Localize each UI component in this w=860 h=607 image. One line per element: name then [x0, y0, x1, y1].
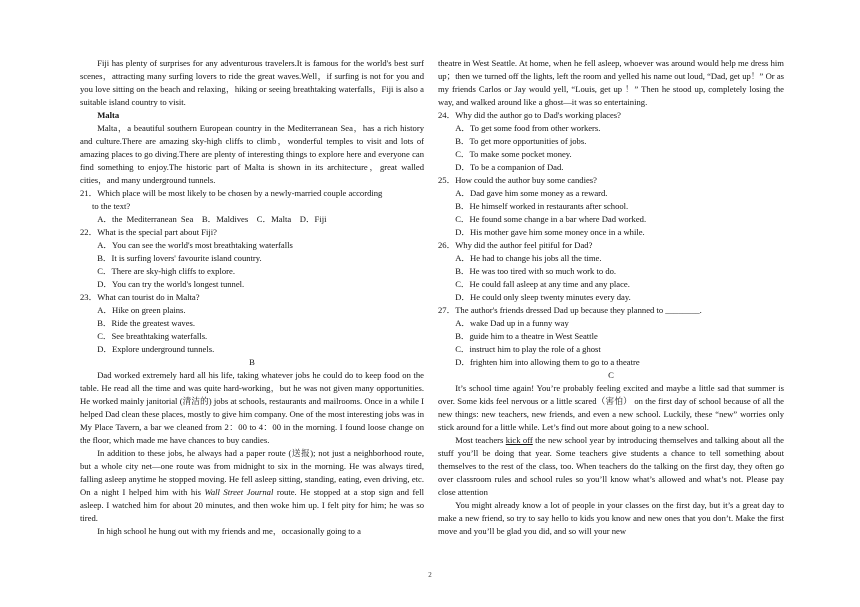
section-b-heading: B: [249, 357, 255, 367]
question-24-option-d: D．To be a companion of Dad.: [455, 162, 564, 172]
question-25-option-b: B．He himself worked in restaurants after school.: [455, 201, 629, 211]
section-c-heading: C: [608, 370, 614, 380]
passage-b-paragraph-2: [80, 447, 424, 525]
question-26-option-a: A．He had to change his jobs all the time.: [455, 253, 602, 263]
question-27: 27．The author's friends dressed Dad up because they planned to ________.: [438, 305, 702, 315]
malta-heading: Malta: [97, 110, 120, 120]
passage-b-paragraph-1: Dad worked extremely hard all his life, taking whatever jobs he could do to keep food on the table. He read all the time and was quite hard-working，but he was not given many opportunities. He worked mainly janitorial (清洁的) jobs at schools, restaurants and mailrooms. Once in a while I helped Dad clean these places, mostly to give him company. One of the most interesting jobs was in My Place Tavern, a bar we cleaned from 2：00 to 4：00 in the morning. I found loose change on the floor, which made me have chances to buy candies.: [80, 370, 424, 445]
question-26-option-b: B．He was too tired with so much work to do.: [455, 266, 617, 276]
passage-c-paragraph-2: [438, 434, 784, 499]
passage-b-paragraph-2-start: In addition to these jobs, he always had a paper route (送报); not just a neighborhood route, but a whole city net—one route was from midnight to six in the morning. He was always tired, falling asleep anytime he stopped moving. He fell asleep sitting, standing, eating, even driving, etc. On a night I helped him with his: [80, 448, 424, 497]
question-22-option-b: B．It is surfing lovers' favourite island country.: [97, 253, 262, 263]
question-22: 22．What is the special part about Fiji?: [80, 227, 217, 237]
newspaper-title: Wall Street Journal: [204, 487, 274, 497]
malta-paragraph: Malta，a beautiful southern European country in the Mediterranean Sea，has a rich history and culture.There are amazing sky-high cliffs to climb，wonderful temples to visit and lots of amazing places to go diving.There are plenty of interesting things to explore here and everyone can find something to enjoy.The historic part of Malta is shown in its architecture，great walled cities，and many underground tunnels.: [80, 123, 424, 185]
question-24-option-b: B．To get more opportunities of jobs.: [455, 136, 587, 146]
passage-c-paragraph-1: It’s school time again! You’re probably feeling excited and maybe a little sad that summer is over. Some kids feel nervous or a little scared（害怕） on the first day of school because of all the new things: new teachers, new friends, and even a new school. Luckily, these “new” worries only stick around for a little while. Let’s find out more about going to a new school.: [438, 383, 784, 432]
question-23-option-d: D．Explore underground tunnels.: [97, 344, 215, 354]
question-22-option-c: C．There are sky-high cliffs to explore.: [97, 266, 235, 276]
left-column: [80, 57, 424, 538]
question-27-option-b: B．guide him to a theatre in West Seattle: [455, 331, 598, 341]
question-25-option-c: C．He found some change in a bar where Dad worked.: [455, 214, 647, 224]
question-21-options: A．the Mediterranean Sea B．Maldives C．Malta D．Fiji: [97, 214, 327, 224]
question-26: 26．Why did the author feel pitiful for Dad?: [438, 240, 593, 250]
fiji-paragraph: Fiji has plenty of surprises for any adventurous travelers.It is famous for the world's best surf scenes，attracting many surfing lovers to ride the great waves.Well，if surfing is not for you and you love sitting on the beach and relaxing，hiking or seeing breathtaking waterfalls，Fiji is also a suitable island country to visit.: [80, 58, 424, 107]
question-25: 25．How could the author buy some candies?: [438, 175, 597, 185]
question-22-option-a: A．You can see the world's most breathtaking waterfalls: [97, 240, 293, 250]
question-21-continuation: to the text?: [92, 201, 131, 211]
passage-c-paragraph-2-end: the new school year by introducing themselves and talking about all the stuff you’ll be doing that year. Some teachers give students a chance to tell something about themselves to the rest of the class, too. When teachers do the talking on the first day, they often go over classroom rules and school rules so you’ll know what’s allowed and what’s not. Please pay close attention: [438, 435, 784, 497]
question-23-option-a: A．Hike on green plains.: [97, 305, 186, 315]
question-27-option-a: A．wake Dad up in a funny way: [455, 318, 569, 328]
question-25-option-a: A．Dad gave him some money as a reward.: [455, 188, 608, 198]
question-24-option-c: C．To make some pocket money.: [455, 149, 572, 159]
question-21: 21．Which place will be most likely to be chosen by a newly-married couple according: [80, 188, 383, 198]
passage-b-paragraph-3: In high school he hung out with my friends and me，occasionally going to a: [97, 526, 361, 536]
passage-b-paragraph-2-end: route. He stopped at a stop sign and fell asleep. I watched him for about 20 minutes, and then woke him up. I felt pity for him; he was so tired.: [80, 487, 424, 523]
question-27-option-d: D．frighten him into allowing them to go to a theatre: [455, 357, 640, 367]
passage-b-paragraph-3-continuation: theatre in West Seattle. At home, when he fell asleep, whoever was around would help me dress him up；then we turned off the lights, left the room and yelled his name out loud, “Dad, get up！” Or as my friends Carlos or Jay would yell, “Louis, get up ！” Then he stood up, completely losing the way, and walked around like a ghost—it was so entertaining.: [438, 58, 784, 107]
underlined-phrase: kick off: [505, 435, 533, 445]
question-26-option-c: C．He could fall asleep at any time and any place.: [455, 279, 630, 289]
question-24: 24．Why did the author go to Dad's working places?: [438, 110, 621, 120]
passage-c-paragraph-3: You might already know a lot of people in your classes on the first day, but it’s a great day to make a new friend, so try to say hello to kids you know and new ones that you don’t. Make the first move and you’ll be glad you did, and so will your new: [438, 500, 784, 536]
question-23-option-c: C．See breathtaking waterfalls.: [97, 331, 208, 341]
page-number: 2: [428, 571, 432, 579]
question-23: 23．What can tourist do in Malta?: [80, 292, 200, 302]
question-23-option-b: B．Ride the greatest waves.: [97, 318, 196, 328]
question-22-option-d: D．You can try the world's longest tunnel.: [97, 279, 245, 289]
question-27-option-c: C．instruct him to play the role of a ghost: [455, 344, 601, 354]
question-25-option-d: D．His mother gave him some money once in a while.: [455, 227, 645, 237]
passage-c-paragraph-2-start: Most teachers: [455, 435, 506, 445]
question-26-option-d: D．He could only sleep twenty minutes every day.: [455, 292, 631, 302]
right-column: [438, 57, 784, 538]
question-24-option-a: A．To get some food from other workers.: [455, 123, 601, 133]
